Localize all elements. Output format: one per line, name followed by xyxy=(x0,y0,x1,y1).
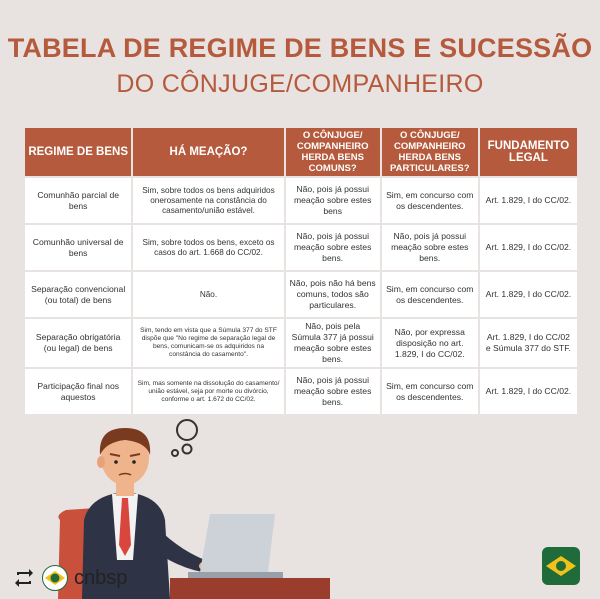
table-row xyxy=(25,178,577,223)
desk-icon xyxy=(170,578,330,599)
cell-fundamento: Art. 1.829, I do CC/02 e Súmula 377 do STF. xyxy=(480,319,577,367)
cell-comuns: Não, pois não há bens comuns, todos são particulares. xyxy=(286,272,380,317)
header-herda-comuns: O CÔNJUGE/ COMPANHEIRO HERDA BENS COMUNS? xyxy=(286,128,380,176)
title-line-1: TABELA DE REGIME DE BENS E SUCESSÃO xyxy=(7,33,593,63)
repost-badge[interactable] xyxy=(12,563,162,593)
cell-comuns: Não, pois pela Súmula 377 já possui meação sobre estes bens. xyxy=(286,319,380,367)
cell-meacao: Sim, tendo em vista que a Súmula 377 do STF dispõe que "No regime de separação legal de bens, comunicam-se os adquiridos na constância do casamento". xyxy=(133,319,283,367)
cell-particulares: Sim, em concurso com os descendentes. xyxy=(382,178,478,223)
cell-fundamento: Art. 1.829, I do CC/02. xyxy=(480,178,577,223)
brand-logo-icon xyxy=(541,546,581,586)
cell-fundamento: Art. 1.829, I do CC/02. xyxy=(480,225,577,270)
header-regime: REGIME DE BENS xyxy=(25,128,131,176)
cell-regime: Comunhão parcial de bens xyxy=(25,178,131,223)
cell-meacao: Sim, sobre todos os bens adquiridos onerosamente na constância do casamento/união estável. xyxy=(133,178,283,223)
cell-comuns: Não, pois já possui meação sobre estes bens xyxy=(286,178,380,223)
header-herda-particulares: O CÔNJUGE/ COMPANHEIRO HERDA BENS PARTICULARES? xyxy=(382,128,478,176)
account-handle: cnbsp xyxy=(74,566,128,589)
cell-regime: Participação final nos aquestos xyxy=(25,369,131,414)
cell-fundamento: Art. 1.829, I do CC/02. xyxy=(480,272,577,317)
repost-icon xyxy=(12,566,36,590)
cell-meacao: Sim, mas somente na dissolução do casamento/ união estável, seja por morte ou divórcio, conforme o art. 1.672 do CC/02. xyxy=(133,369,283,414)
table-row xyxy=(25,225,577,270)
header-meacao: HÁ MEAÇÃO? xyxy=(133,128,283,176)
cell-meacao: Não. xyxy=(133,272,283,317)
table-row xyxy=(25,319,577,367)
cell-regime: Separação obrigatória (ou legal) de bens xyxy=(25,319,131,367)
header-fundamento: FUNDAMENTO LEGAL xyxy=(480,128,577,176)
cell-regime: Separação convencional (ou total) de bens xyxy=(25,272,131,317)
title-line-2: DO CÔNJUGE/COMPANHEIRO xyxy=(116,70,484,98)
thought-bubble-small xyxy=(172,450,178,456)
cell-particulares: Não, pois já possui meação sobre estes bens. xyxy=(382,225,478,270)
table-row xyxy=(25,272,577,317)
cell-particulares: Não, por expressa disposição no art. 1.829, I do CC/02. xyxy=(382,319,478,367)
table-header-row xyxy=(25,128,577,176)
cell-particulares: Sim, em concurso com os descendentes. xyxy=(382,272,478,317)
thought-bubble-medium xyxy=(183,445,192,454)
cell-meacao: Sim, sobre todos os bens, exceto os casos do art. 1.668 do CC/02. xyxy=(133,225,283,270)
laptop-icon xyxy=(200,514,275,572)
cell-comuns: Não, pois já possui meação sobre estes bens. xyxy=(286,225,380,270)
thought-bubble-large xyxy=(177,420,197,440)
cell-regime: Comunhão universal de bens xyxy=(25,225,131,270)
regime-table xyxy=(23,126,579,416)
cnbsp-logo-icon xyxy=(42,565,68,591)
cell-comuns: Não, pois já possui meação sobre estes bens. xyxy=(286,369,380,414)
cell-particulares: Sim, em concurso com os descendentes. xyxy=(382,369,478,414)
cell-fundamento: Art. 1.829, I do CC/02. xyxy=(480,369,577,414)
